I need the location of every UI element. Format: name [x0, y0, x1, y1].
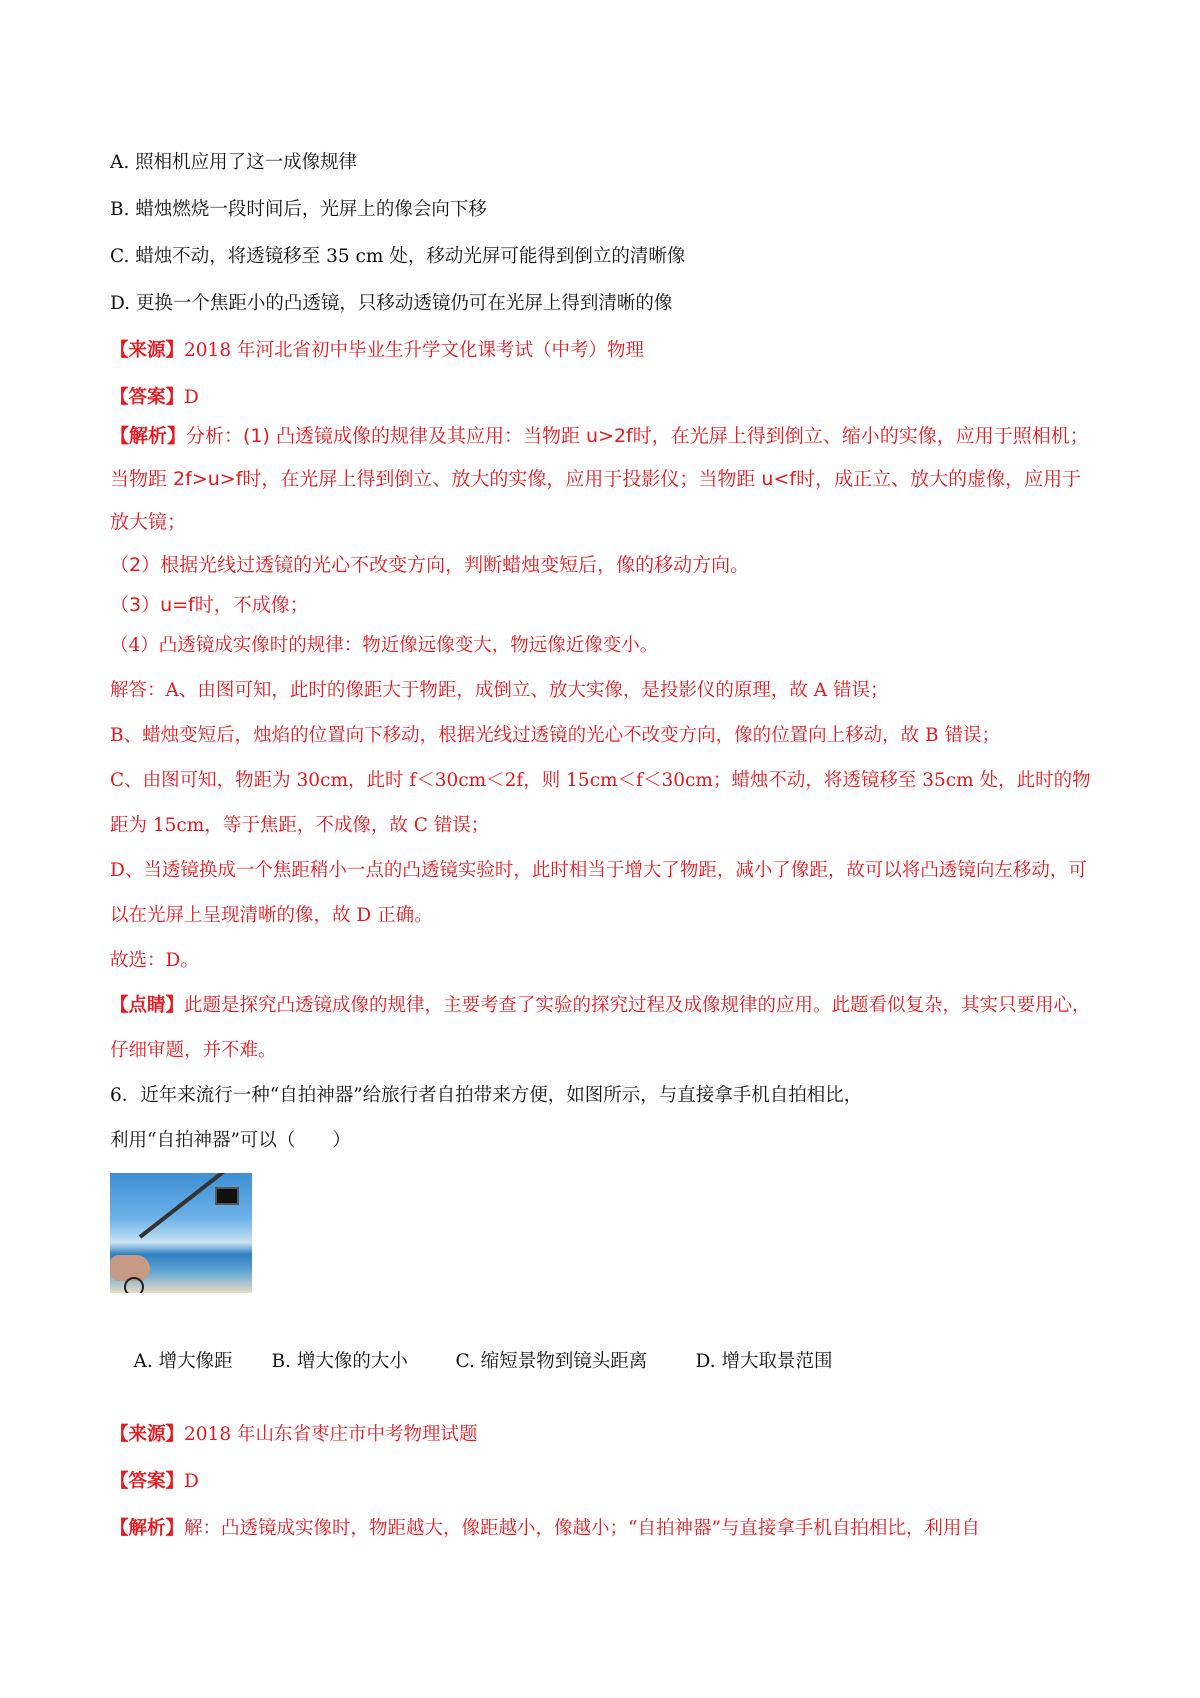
q5-comment-tag: 【点睛】	[110, 995, 185, 1016]
q5-analysis-part4: （4）凸透镜成实像时的规律：物近像远像变大，物远像近像变小。	[110, 635, 659, 656]
q5-source-tag: 【来源】	[110, 340, 185, 361]
q5-solution-c: C、由图可知，物距为 30cm，此时 f＜30cm＜2f，则 15cm＜f＜30cm；蜡烛不动，将透镜移至 35cm 处，此时的物距为 15cm，等于焦距，不成像，故 C 错误；	[110, 770, 1091, 836]
q5-analysis-part1	[110, 415, 1100, 544]
wrist-strap	[124, 1277, 144, 1293]
q6-option-c: C. 缩短景物到镜头距离	[455, 1351, 648, 1372]
document-page	[110, 150, 1100, 1563]
q6-answer-text: D	[184, 1471, 199, 1492]
q5-option-c: C. 蜡烛不动，将透镜移至 35 cm 处，移动光屏可能得到倒立的清晰像	[110, 246, 686, 267]
q6-stem-line1: 6．近年来流行一种“自拍神器”给旅行者自拍带来方便，如图所示，与直接拿手机自拍相比，	[110, 1085, 863, 1106]
q5-choice: 故选：D。	[110, 950, 199, 971]
q6-stem-line2: 利用“自拍神器”可以（ ）	[110, 1130, 351, 1151]
q6-analysis	[110, 1516, 1100, 1542]
q5-answer-tag: 【答案】	[110, 387, 185, 408]
q5-source-text: 2018 年河北省初中毕业生升学文化课考试（中考）物理	[184, 340, 644, 361]
q5-comment-text: 此题是探究凸透镜成像的规律，主要考查了实验的探究过程及成像规律的应用。此题看似复杂，其实只要用心，仔细审题，并不难。	[110, 995, 1091, 1061]
phone-on-stick	[215, 1187, 239, 1205]
q6-option-d: D. 增大取景范围	[695, 1351, 833, 1372]
q5-solution-b: B、蜡烛变短后，烛焰的位置向下移动，根据光线过透镜的光心不改变方向，像的位置向上移动，故 B 错误；	[110, 725, 1000, 746]
q6-answer-tag: 【答案】	[110, 1471, 185, 1492]
q5-answer-text: D	[184, 387, 199, 408]
q6-analysis-tag: 【解析】	[110, 1518, 185, 1539]
q6-option-b: B. 增大像的大小	[271, 1351, 408, 1372]
q5-analysis-text-1: 分析：(1) 凸透镜成像的规律及其应用：当物距 u>2f时，在光屏上得到倒立、缩小的实像，应用于照相机；当物距 2f>u>f时，在光屏上得到倒立、放大的实像，应用于投影仪；当物距 u<f时，成正立、放大的虚像，应用于放大镜；	[110, 425, 1089, 533]
selfie-stick-pole	[139, 1173, 228, 1239]
q6-options	[110, 1323, 1100, 1401]
q5-analysis-part3: （3）u=f时，不成像；	[110, 594, 309, 616]
q6-answer	[110, 1469, 1100, 1495]
q6-source	[110, 1422, 1100, 1448]
q5-analysis-tag: 【解析】	[110, 425, 187, 447]
q5-source	[110, 338, 1100, 364]
q5-option-d: D. 更换一个焦距小的凸透镜，只移动透镜仍可在光屏上得到清晰的像	[110, 293, 673, 314]
q5-answer	[110, 385, 1100, 411]
q5-option-b: B. 蜡烛燃烧一段时间后，光屏上的像会向下移	[110, 199, 487, 220]
q5-analysis-part2: （2）根据光线过透镜的光心不改变方向，判断蜡烛变短后，像的移动方向。	[110, 554, 750, 576]
q5-comment	[110, 983, 1100, 1073]
q5-option-a: A. 照相机应用了这一成像规律	[110, 152, 358, 173]
q6-source-tag: 【来源】	[110, 1424, 185, 1445]
selfie-stick-image	[110, 1173, 252, 1293]
q6-analysis-text: 解：凸透镜成实像时，物距越大，像距越小，像越小；“自拍神器”与直接拿手机自拍相比，利用自	[184, 1518, 980, 1539]
q5-solution-d: D、当透镜换成一个焦距稍小一点的凸透镜实验时，此时相当于增大了物距，减小了像距，故可以将凸透镜向左移动，可以在光屏上呈现清晰的像，故 D 正确。	[110, 860, 1087, 926]
q6-option-a: A. 增大像距	[133, 1351, 233, 1372]
q5-solution-a: 解答：A、由图可知，此时的像距大于物距，成倒立、放大实像，是投影仪的原理，故 A 错误；	[110, 680, 889, 701]
q6-source-text: 2018 年山东省枣庄市中考物理试题	[184, 1424, 478, 1445]
